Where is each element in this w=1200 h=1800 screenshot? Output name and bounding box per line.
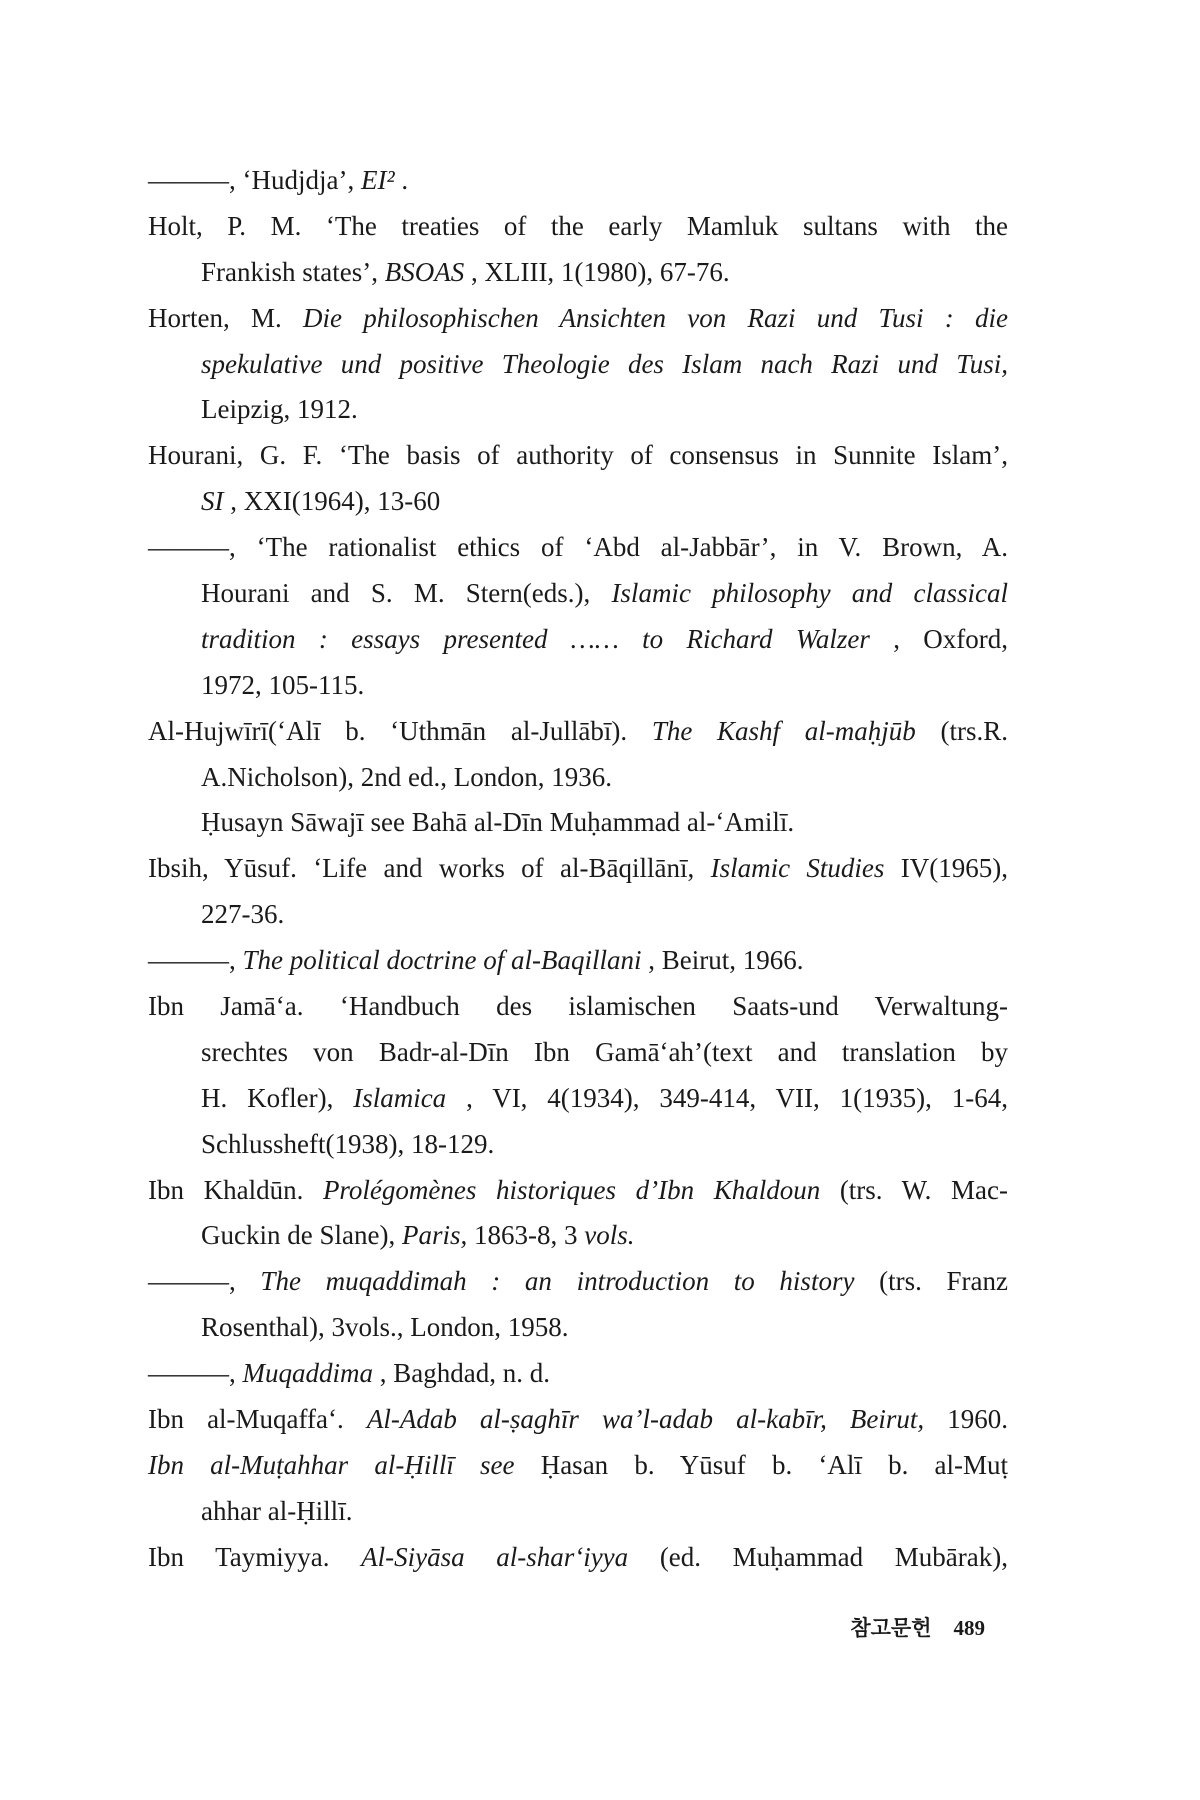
- bibliography-line: [148, 1351, 1008, 1397]
- citation-text: , XLIII, 1(1980), 67-76.: [470, 256, 730, 287]
- citation-text: Ḥusayn Sāwajī see Bahā al-Dīn Muḥammad al-‘Amilī.: [201, 807, 795, 838]
- italic-title-text: EI²: [360, 165, 395, 195]
- citation-text: Leipzig, 1912.: [201, 394, 358, 425]
- italic-title-text: Ibn al-Muṭahhar al-Ḥillī see: [148, 1449, 515, 1480]
- bibliography-line: [148, 617, 1008, 663]
- bibliography-line: [148, 204, 1008, 250]
- bibliography-line: [148, 709, 1008, 755]
- citation-text: , XXI(1964), 13-60: [230, 486, 441, 517]
- citation-text: , VI, 4(1934), 349-414, VII, 1(1935), 1-64,: [466, 1082, 1008, 1113]
- citation-text: Guckin de Slane),: [201, 1220, 402, 1251]
- italic-title-text: BSOAS: [384, 256, 465, 287]
- italic-title-text: spekulative und positive Theologie des Islam nach Razi und Tusi,: [201, 348, 1008, 379]
- bibliography-line: [148, 1443, 1008, 1489]
- citation-text: Holt, P. M. ‘The treaties of the early Mamluk sultans with the: [148, 210, 1008, 241]
- bibliography-line: [148, 1213, 1008, 1259]
- citation-text: 1972, 105-115.: [201, 669, 365, 700]
- citation-text: 1863-8, 3: [473, 1220, 585, 1251]
- italic-title-text: Muqaddima: [242, 1358, 373, 1389]
- bibliography-line: [148, 938, 1008, 984]
- bibliography-line: [148, 250, 1008, 296]
- running-footer-section: 참고문헌: [850, 1616, 932, 1640]
- citation-text: , Oxford,: [893, 623, 1009, 654]
- italic-title-text: Islamica: [353, 1082, 447, 1113]
- italic-title-text: Al-Siyāsa al-shar‘iyya: [361, 1541, 629, 1572]
- bibliography-line: [148, 1030, 1008, 1076]
- citation-text: 227-36.: [201, 899, 285, 930]
- italic-title-text: Islamic Studies: [710, 853, 885, 884]
- bibliography-line: [148, 433, 1008, 479]
- italic-title-text: Al-Adab al-ṣaghīr wa’l-adab al-kabīr, Beirut,: [366, 1404, 925, 1435]
- italic-title-text: The Kashf al-maḥjūb: [651, 715, 916, 746]
- citation-text: 1960.: [947, 1404, 1009, 1435]
- italic-title-text: SI: [201, 486, 224, 517]
- bibliography-line: [148, 846, 1008, 892]
- citation-text: IV(1965),: [900, 853, 1009, 884]
- italic-title-text: tradition : essays presented …… to Richard Walzer: [201, 623, 870, 654]
- italic-title-text: vols.: [584, 1220, 635, 1251]
- italic-title-text: Islamic philosophy and classical: [611, 578, 1008, 609]
- citation-text: Ibn Khaldūn.: [148, 1174, 323, 1205]
- citation-text: (trs. W. Mac-: [839, 1174, 1008, 1205]
- citation-text: Ibsih, Yūsuf. ‘Life and works of al-Bāqillānī,: [148, 853, 711, 884]
- citation-text: H. Kofler),: [201, 1082, 354, 1113]
- citation-text: Ibn Jamā‘a. ‘Handbuch des islamischen Saats-und Verwaltung-: [148, 991, 1008, 1022]
- bibliography-line: [148, 158, 1008, 204]
- citation-text: srechtes von Badr-al-Dīn Ibn Gamā‘ah’(text and translation by: [201, 1036, 1008, 1067]
- bibliography-line: [148, 342, 1008, 388]
- citation-text: ———, ‘Hudjdja’,: [148, 165, 361, 195]
- page-number: 489: [953, 1616, 985, 1640]
- bibliography-line: [148, 1489, 1008, 1535]
- bibliography-line: [148, 1535, 1008, 1581]
- citation-text: Ibn al-Muqaffa‘.: [148, 1404, 367, 1435]
- citation-text: Hourani and S. M. Stern(eds.),: [201, 578, 612, 609]
- citation-text: (trs. Franz: [879, 1266, 1008, 1297]
- bibliography-line: [148, 1122, 1008, 1168]
- bibliography-line: [148, 1397, 1008, 1443]
- citation-text: Hourani, G. F. ‘The basis of authority of consensus in Sunnite Islam’,: [148, 440, 1008, 471]
- citation-text: Ḥasan b. Yūsuf b. ‘Alī b. al-Muṭ: [540, 1449, 1008, 1480]
- bibliography-line: [148, 571, 1008, 617]
- bibliography-line: [148, 892, 1008, 938]
- citation-text: , Baghdad, n. d.: [379, 1358, 550, 1389]
- citation-text: A.Nicholson), 2nd ed., London, 1936.: [201, 761, 612, 792]
- italic-title-text: Die philosophischen Ansichten von Razi und Tusi : die: [303, 302, 1009, 333]
- citation-text: Schlussheft(1938), 18-129.: [201, 1128, 495, 1159]
- citation-text: ———,: [148, 1358, 243, 1389]
- italic-title-text: The political doctrine of al-Baqillani: [242, 945, 642, 976]
- bibliography-line: [148, 1259, 1008, 1305]
- bibliography-line: [148, 387, 1008, 433]
- bibliography-page: [148, 158, 1008, 1581]
- citation-text: Ibn Taymiyya.: [148, 1541, 362, 1572]
- bibliography-line: [148, 296, 1008, 342]
- citation-text: Frankish states’,: [201, 256, 385, 287]
- citation-text: Horten, M.: [148, 302, 303, 333]
- italic-title-text: The muqaddimah : an introduction to history: [260, 1266, 855, 1297]
- bibliography-line: [148, 479, 1008, 525]
- citation-text: Rosenthal), 3vols., London, 1958.: [201, 1312, 569, 1343]
- bibliography-line: [148, 1305, 1008, 1351]
- bibliography-line: [148, 755, 1008, 801]
- bibliography-line: [148, 984, 1008, 1030]
- bibliography-line: [148, 525, 1008, 571]
- bibliography-line: [148, 1076, 1008, 1122]
- citation-text: ———,: [148, 945, 243, 976]
- page-footer: [850, 1612, 985, 1642]
- bibliography-line: [148, 1168, 1008, 1214]
- citation-text: (trs.R.: [940, 715, 1009, 746]
- citation-text: Al-Hujwīrī(‘Alī b. ‘Uthmān al-Jullābī).: [148, 715, 652, 746]
- citation-text: ———,: [148, 1266, 261, 1297]
- italic-title-text: Paris,: [401, 1220, 468, 1251]
- italic-title-text: Prolégomènes historiques d’Ibn Khaldoun: [322, 1174, 821, 1205]
- citation-text: .: [401, 165, 409, 195]
- citation-text: ahhar al-Ḥillī.: [201, 1495, 353, 1526]
- citation-text: (ed. Muḥammad Mubārak),: [659, 1541, 1008, 1572]
- bibliography-line: [148, 800, 1008, 846]
- citation-text: , Beirut, 1966.: [648, 945, 804, 976]
- citation-text: ———, ‘The rationalist ethics of ‘Abd al-Jabbār’, in V. Brown, A.: [148, 532, 1008, 563]
- bibliography-line: [148, 663, 1008, 709]
